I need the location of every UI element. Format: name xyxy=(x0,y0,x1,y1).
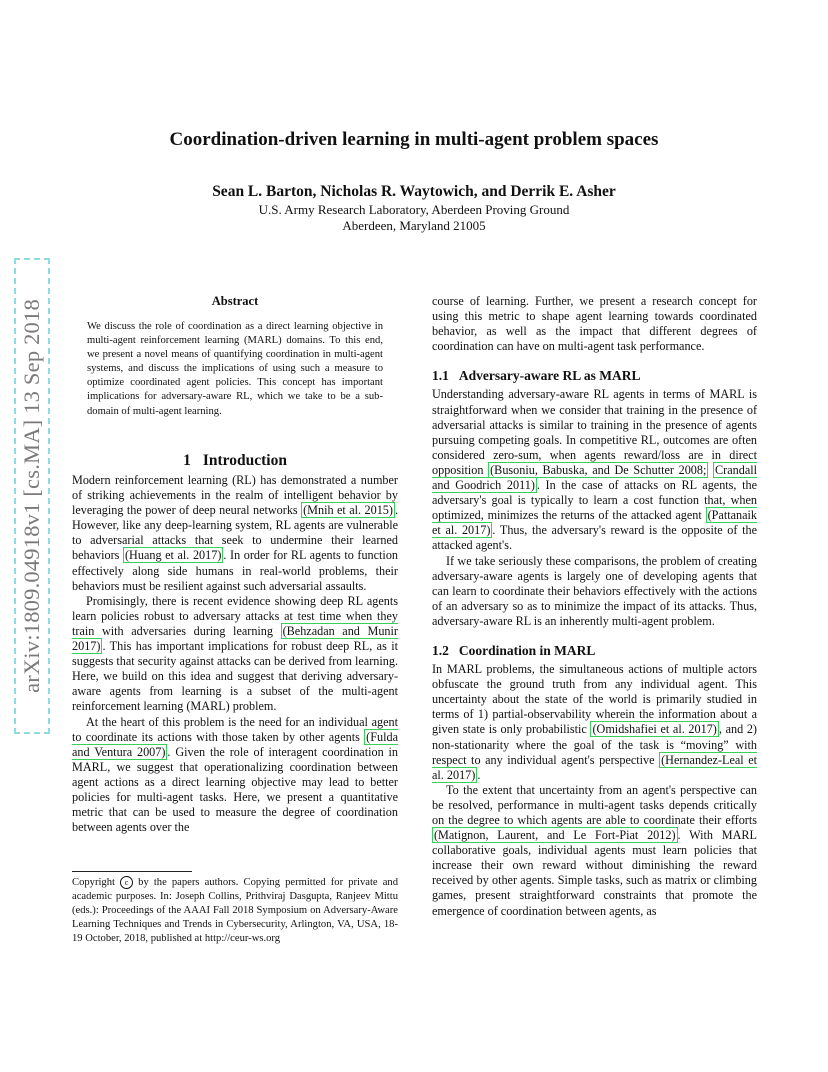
abstract-text: We discuss the role of coordination as a direct learning objective in multi-agent reinforcement learning (MARL) domains. To this end, we present a novel means of quantifying coordination in multi-agent systems, and discuss the implications of using such a measure to optimize coordinated agent policies. This concept has important implications for adversary-aware RL, which we take to be a sub-domain of multi-agent learning. xyxy=(87,321,383,417)
section-heading-introduction xyxy=(72,452,398,470)
right-column-body xyxy=(432,294,757,919)
citation-link[interactable]: (Huang et al. 2017) xyxy=(124,548,222,563)
intro-paragraph-1: Modern reinforcement learning (RL) has demonstrated a number of striking achievements in the realm of intelligent behavior by leveraging the power of deep neural networks (Mnih et al. 2015) . However, like any deep-learning system, RL agents are vulnerable to adversarial attacks that seek to undermine their learned behaviors (Huang et al. 2017) . In order for RL agents to function effectively along side humans in real-world problems, their behaviors must be resilient against such adversarial assaults. xyxy=(72,473,399,593)
intro-paragraph-3: At the heart of this problem is the need for an individual agent to coordinate its actions with those taken by other agents (Fulda and Ventura 2007) . Given the role of interagent coordination in MARL, we suggest that operationalizing coordination between agent actions as a direct learning objective may lead to better policies for multi-agent tasks. Here, we present a quantitative metric that can be used to measure the degree of coordination between agents over the xyxy=(72,714,399,835)
copyright-footnote: Copyright c by the papers authors. Copying permitted for private and academic purposes. In: Joseph Collins, Prithviraj Dasgupta, Ranjeev Mittu (eds.): Proceedings of the AAAI Fall 2018 Symposium on Adversary-Aware Learning Techniques and Trends in Cybersecurity, Arlington, VA, USA, 18-19 October, 2018, published at http://ceur-ws.org xyxy=(72,877,398,945)
subsection-1-2-paragraph-2: To the extent that uncertainty from an agent's perspective can be resolved, performance in multi-agent tasks depends critically on the degree to which agents are able to coordinate their efforts (Matignon, Laurent, and Le Fort-Piat 2012) . With MARL collaborative goals, individual agents must learn policies that increase their own reward without diminishing the reward received by other agents. Simple tasks, such as matrix or climbing games, present straightforward constraints that promote the emergence of coordination between agents, as xyxy=(432,782,757,918)
copyright-symbol: c xyxy=(120,876,133,889)
citation-link[interactable]: (Pattanaik et al. 2017) xyxy=(432,508,757,538)
subsection-heading-1-2: 1.2 Coordination in MARL xyxy=(432,642,596,658)
footnote-divider xyxy=(72,871,192,872)
citation-link[interactable]: (Mnih et al. 2015) xyxy=(303,503,393,518)
arxiv-identifier-text: arXiv:1809.04918v1 [cs.MA] 13 Sep 2018 xyxy=(19,299,44,693)
arxiv-identifier-stamp[interactable] xyxy=(14,258,50,734)
left-column-body xyxy=(72,473,398,835)
citation-link[interactable]: (Fulda and Ventura 2007) xyxy=(72,729,398,759)
section-title: Introduction xyxy=(202,452,287,469)
subsection-heading-1-1: 1.1 Adversary-aware RL as MARL xyxy=(432,368,641,384)
paper-authors: Sean L. Barton, Nicholas R. Waytowich, and Derrik E. Asher xyxy=(212,183,616,200)
citation-link[interactable]: (Busoniu, Babuska, and De Schutter 2008; xyxy=(490,462,707,477)
citation-link[interactable]: (Omidshafiei et al. 2017) xyxy=(592,722,717,737)
subsection-1-2-paragraph-1: In MARL problems, the simultaneous actions of multiple actors obfuscate the ground truth from any individual agent. This uncertainty about the state of the world is primarily studied in terms of 1) partial-observability wherein the information about a given state is only probabilistic (Omidshafiei et al. 2017) , and 2) non-stationarity where the goal of the task is “moving” with respect to any individual agent's perspective (Hernandez-Leal et al. 2017) . xyxy=(432,662,757,782)
abstract-heading: Abstract xyxy=(211,294,259,308)
citation-link[interactable]: (Matignon, Laurent, and Le Fort-Piat 2012) xyxy=(434,828,676,843)
subsection-1-1-paragraph-1: Understanding adversary-aware RL agents in terms of MARL is straightforward when we consider that training in the presence of adversarial attacks is similar to training in the presence of agents pursuing competing goals. In competitive RL, outcomes are often considered zero-sum, when agents reward/loss are in direct opposition (Busoniu, Babuska, and De Schutter 2008; Crandall and Goodrich 2011) . In the case of attacks on RL agents, the adversary's goal is typically to learn a cost function that, when optimized, minimizes the returns of the attacked agent (Pattanaik et al. 2017) . Thus, the adversary's reward is the opposite of the attacked agent's. xyxy=(432,387,757,553)
citation-link[interactable]: Crandall and Goodrich 2011) xyxy=(432,462,757,493)
citation-link[interactable]: (Hernandez-Leal et al. 2017) xyxy=(432,752,757,782)
intro-continuation: course of learning. Further, we present a research concept for using this metric to shape agent learning towards coordinated behavior, as well as the impact that different degrees of coordination can have on multi-agent task performance. xyxy=(432,294,757,354)
affiliation-line-1: U.S. Army Research Laboratory, Aberdeen Proving Ground xyxy=(258,202,570,217)
affiliation-line-2: Aberdeen, Maryland 21005 xyxy=(342,218,486,233)
section-number: 1 xyxy=(183,452,191,469)
paper-title: Coordination-driven learning in multi-agent problem spaces xyxy=(169,129,659,150)
citation-link[interactable]: (Behzadan and Munir 2017) xyxy=(72,623,398,654)
intro-paragraph-2: Promisingly, there is recent evidence showing deep RL agents learn policies robust to adversary attacks at test time when they train with adversaries during learning (Behzadan and Munir 2017) . This has important implications for robust deep RL, as it suggests that security against attacks can be derived from learning. Here, we build on this idea and suggest that deriving adversary-aware agents from learning is a subset of the multi-agent reinforcement learning (MARL) problem. xyxy=(72,593,398,714)
subsection-1-1-paragraph-2: If we take seriously these comparisons, the problem of creating adversary-aware agents is largely one of developing agents that can learn to coordinate their behaviors effectively with the actions of an adversary so as to minimize the impact of its attacks. Thus, adversary-aware RL is an inherently multi-agent problem. xyxy=(432,553,757,628)
